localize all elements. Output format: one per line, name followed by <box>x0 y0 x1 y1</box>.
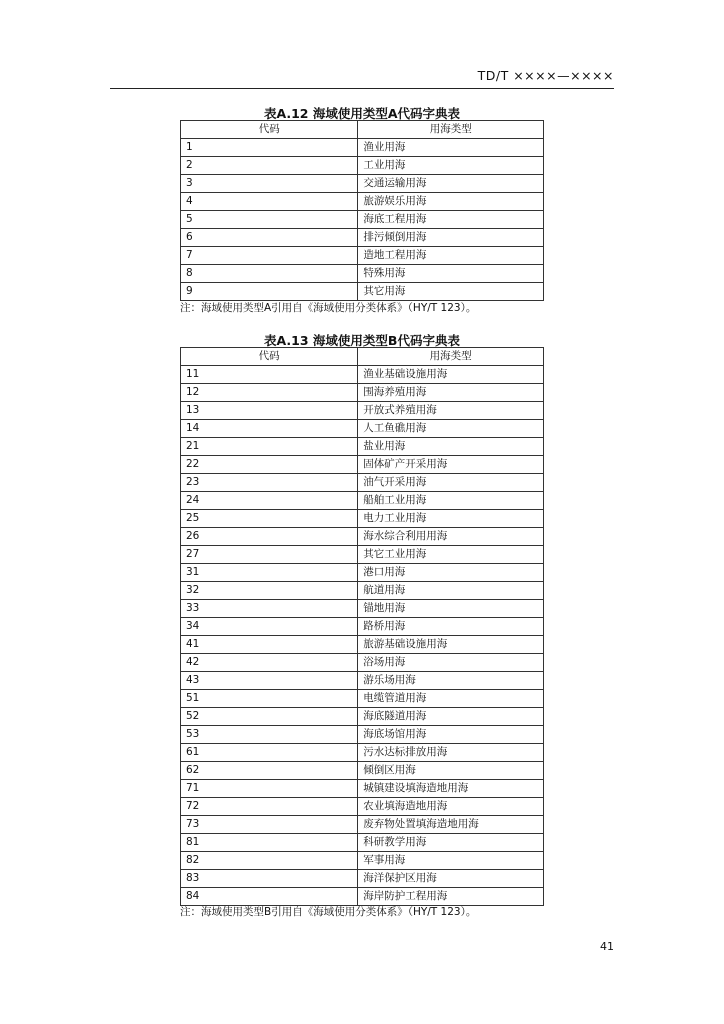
code-cell: 21 <box>181 438 358 456</box>
table-row <box>181 834 544 852</box>
code-cell: 62 <box>181 762 358 780</box>
sea-use-type-cell: 航道用海 <box>358 582 544 600</box>
code-cell: 34 <box>181 618 358 636</box>
table-row <box>181 247 544 265</box>
table-row <box>181 193 544 211</box>
code-cell: 23 <box>181 474 358 492</box>
sea-use-type-cell: 交通运输用海 <box>358 175 544 193</box>
sea-use-type-cell: 污水达标排放用海 <box>358 744 544 762</box>
code-cell: 7 <box>181 247 358 265</box>
code-cell: 3 <box>181 175 358 193</box>
table-row <box>181 618 544 636</box>
table-row <box>181 690 544 708</box>
code-cell: 6 <box>181 229 358 247</box>
table-row <box>181 384 544 402</box>
table-row <box>181 636 544 654</box>
table-row <box>181 708 544 726</box>
table-row <box>181 546 544 564</box>
sea-use-type-cell: 造地工程用海 <box>358 247 544 265</box>
sea-use-type-cell: 渔业用海 <box>358 139 544 157</box>
sea-use-type-cell: 海底工程用海 <box>358 211 544 229</box>
table-row <box>181 510 544 528</box>
code-cell: 52 <box>181 708 358 726</box>
sea-use-type-cell: 人工鱼礁用海 <box>358 420 544 438</box>
table-row <box>181 438 544 456</box>
table-row <box>181 564 544 582</box>
code-cell: 71 <box>181 780 358 798</box>
code-cell: 43 <box>181 672 358 690</box>
table-row <box>181 283 544 301</box>
sea-use-type-cell: 渔业基础设施用海 <box>358 366 544 384</box>
sea-use-type-cell: 城镇建设填海造地用海 <box>358 780 544 798</box>
sea-use-type-cell: 电力工业用海 <box>358 510 544 528</box>
sea-use-type-cell: 围海养殖用海 <box>358 384 544 402</box>
sea-use-type-cell: 港口用海 <box>358 564 544 582</box>
table-b-header-row <box>181 348 544 366</box>
code-cell: 83 <box>181 870 358 888</box>
table-row <box>181 780 544 798</box>
code-cell: 8 <box>181 265 358 283</box>
code-cell: 32 <box>181 582 358 600</box>
sea-use-type-cell: 排污倾倒用海 <box>358 229 544 247</box>
code-cell: 82 <box>181 852 358 870</box>
code-cell: 61 <box>181 744 358 762</box>
code-cell: 26 <box>181 528 358 546</box>
table-row <box>181 211 544 229</box>
table-row <box>181 744 544 762</box>
column-header-code: 代码 <box>181 348 358 366</box>
code-cell: 41 <box>181 636 358 654</box>
code-cell: 84 <box>181 888 358 906</box>
code-cell: 13 <box>181 402 358 420</box>
code-cell: 2 <box>181 157 358 175</box>
table-a <box>180 120 544 301</box>
table-row <box>181 456 544 474</box>
sea-use-type-cell: 路桥用海 <box>358 618 544 636</box>
sea-use-type-cell: 其它工业用海 <box>358 546 544 564</box>
code-cell: 53 <box>181 726 358 744</box>
sea-use-type-cell: 旅游娱乐用海 <box>358 193 544 211</box>
sea-use-type-cell: 农业填海造地用海 <box>358 798 544 816</box>
sea-use-type-cell: 电缆管道用海 <box>358 690 544 708</box>
sea-use-type-cell: 油气开采用海 <box>358 474 544 492</box>
table-b-note: 注：海域使用类型B引用自《海域使用分类体系》（HY/T 123）。 <box>180 906 477 918</box>
sea-use-type-cell: 军事用海 <box>358 852 544 870</box>
table-row <box>181 816 544 834</box>
sea-use-type-cell: 船舶工业用海 <box>358 492 544 510</box>
sea-use-type-cell: 海底场馆用海 <box>358 726 544 744</box>
table-row <box>181 798 544 816</box>
code-cell: 72 <box>181 798 358 816</box>
header-rule <box>110 88 614 89</box>
table-row <box>181 888 544 906</box>
sea-use-type-cell: 旅游基础设施用海 <box>358 636 544 654</box>
sea-use-type-cell: 锚地用海 <box>358 600 544 618</box>
sea-use-type-cell: 科研教学用海 <box>358 834 544 852</box>
table-b <box>180 347 544 906</box>
code-cell: 51 <box>181 690 358 708</box>
code-cell: 33 <box>181 600 358 618</box>
table-a-caption: 表A.12 海域使用类型A代码字典表 <box>263 106 461 121</box>
code-cell: 73 <box>181 816 358 834</box>
table-row <box>181 870 544 888</box>
code-cell: 12 <box>181 384 358 402</box>
table-row <box>181 762 544 780</box>
table-a-note: 注：海域使用类型A引用自《海域使用分类体系》（HY/T 123）。 <box>180 302 477 314</box>
sea-use-type-cell: 废弃物处置填海造地用海 <box>358 816 544 834</box>
sea-use-type-cell: 其它用海 <box>358 283 544 301</box>
code-cell: 27 <box>181 546 358 564</box>
sea-use-type-cell: 倾倒区用海 <box>358 762 544 780</box>
code-cell: 31 <box>181 564 358 582</box>
column-header-type: 用海类型 <box>358 121 544 139</box>
code-cell: 42 <box>181 654 358 672</box>
table-row <box>181 229 544 247</box>
code-cell: 24 <box>181 492 358 510</box>
sea-use-type-cell: 工业用海 <box>358 157 544 175</box>
code-cell: 22 <box>181 456 358 474</box>
sea-use-type-cell: 特殊用海 <box>358 265 544 283</box>
column-header-type: 用海类型 <box>358 348 544 366</box>
sea-use-type-cell: 海水综合利用用海 <box>358 528 544 546</box>
table-row <box>181 528 544 546</box>
table-row <box>181 654 544 672</box>
code-cell: 4 <box>181 193 358 211</box>
table-row <box>181 402 544 420</box>
sea-use-type-cell: 海洋保护区用海 <box>358 870 544 888</box>
table-row <box>181 157 544 175</box>
table-row <box>181 600 544 618</box>
code-cell: 1 <box>181 139 358 157</box>
table-a-body <box>181 139 544 301</box>
sea-use-type-cell: 盐业用海 <box>358 438 544 456</box>
table-row <box>181 672 544 690</box>
document-code: TD/T ××××—×××× <box>477 68 614 83</box>
page-number: 41 <box>600 940 614 953</box>
sea-use-type-cell: 开放式养殖用海 <box>358 402 544 420</box>
table-row <box>181 726 544 744</box>
code-cell: 11 <box>181 366 358 384</box>
code-cell: 25 <box>181 510 358 528</box>
column-header-code: 代码 <box>181 121 358 139</box>
code-cell: 9 <box>181 283 358 301</box>
table-row <box>181 582 544 600</box>
table-row <box>181 139 544 157</box>
table-row <box>181 474 544 492</box>
code-cell: 5 <box>181 211 358 229</box>
sea-use-type-cell: 海岸防护工程用海 <box>358 888 544 906</box>
table-row <box>181 420 544 438</box>
table-a-header-row <box>181 121 544 139</box>
table-row <box>181 265 544 283</box>
code-cell: 81 <box>181 834 358 852</box>
sea-use-type-cell: 海底隧道用海 <box>358 708 544 726</box>
table-row <box>181 366 544 384</box>
table-b-body <box>181 366 544 906</box>
table-row <box>181 492 544 510</box>
table-b-caption: 表A.13 海域使用类型B代码字典表 <box>264 333 460 348</box>
table-row <box>181 852 544 870</box>
sea-use-type-cell: 游乐场用海 <box>358 672 544 690</box>
sea-use-type-cell: 固体矿产开采用海 <box>358 456 544 474</box>
sea-use-type-cell: 浴场用海 <box>358 654 544 672</box>
code-cell: 14 <box>181 420 358 438</box>
table-row <box>181 175 544 193</box>
